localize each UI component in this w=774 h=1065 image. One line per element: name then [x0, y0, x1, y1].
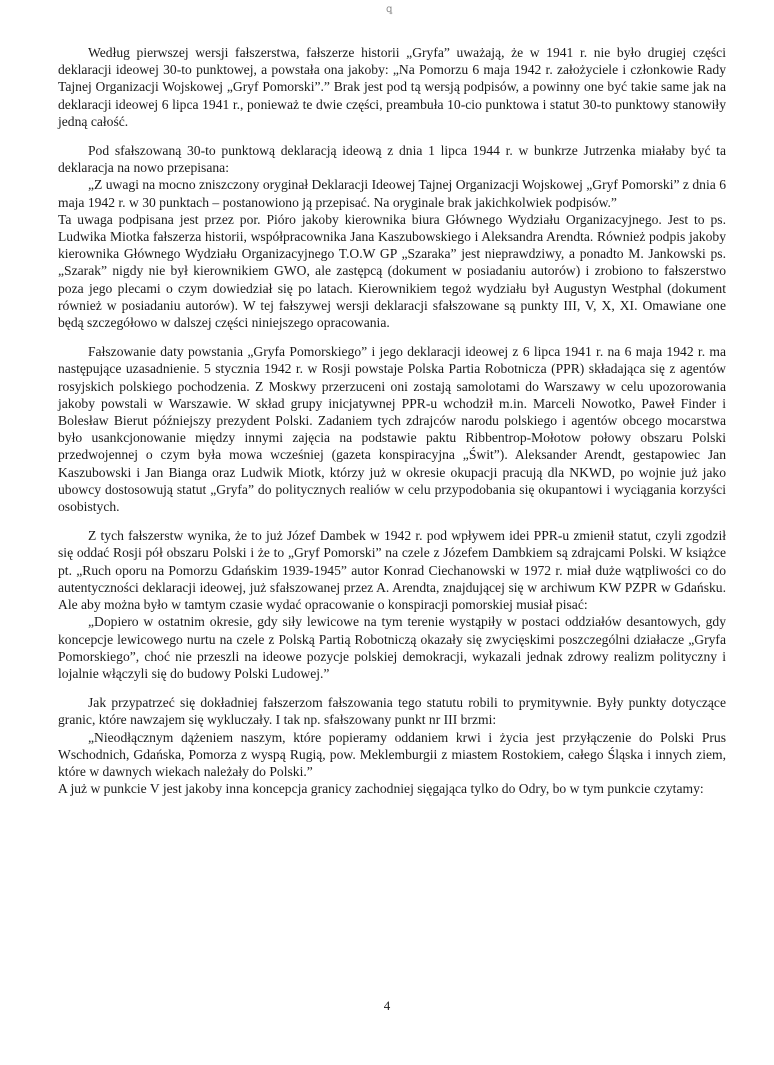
paragraph-7: A już w punkcie V jest jakoby inna koncepcja granicy zachodniej sięgająca tylko do Odry, bo w tym punkcie czytamy: — [58, 781, 704, 797]
paragraph-3: Ta uwaga podpisana jest przez por. Pióro jakoby kierownika biura Głównego Wydziału Organizacyjnego. Jest to ps. Ludwika Miotka fałszerza historii, współpracownika Jana Kaszubowskiego i Aleksandra Arendta. Również podpis jakoby kierownika Głównego Wydziału Organizacyjnego T.O.W GP „Szaraka” jest nieprawdziwy, a ponadto M. Jankowski ps. „Szarak” nigdy nie był kierownikiem GWO, ale zastępcą (dokument w posiadaniu autorów) i zrobiono to fałszerstwo poza jego plecami o czym dowiedział się po latach. Kierownikiem tegoż wydziału był Augustyn Westphal (dokument również w posiadaniu autorów). W tej fałszywej wersji deklaracji sfałszowane są punkty III, V, X, XI. Omawiane one będą szczegółowo w dalszej części niniejszego opracowania. — [58, 211, 726, 331]
paragraph-1: Według pierwszej wersji fałszerstwa, fałszerze historii „Gryfa” uważają, że w 1941 r. nie było drugiej części deklaracji ideowej 30-to punktowej, a powstała ona jakoby: „Na Pomorzu 6 maja 1942 r. założyciele i członkowie Rady Tajnej Organizacji Wojskowej „Gryf Pomorski”.” Brak jest pod tą wersją podpisów, a powinny one być takie same jak na deklaracji ideowej 6 lipca 1941 r., ponieważ te dwie części, preambuła 10-cio punktowa i statut 30-to punktowy stanowiły jedną całość. — [58, 45, 726, 129]
document-page — [58, 44, 726, 797]
paragraph-5: Z tych fałszerstw wynika, że to już Józef Dambek w 1942 r. pod wpływem idei PPR-u zmienił statut, czyli zgodził się oddać Rosji pół obszaru Polski i że to „Gryf Pomorski” na czele z Józefem Dambkiem są zdrajcami Polski. W książce pt. „Ruch oporu na Pomorzu Gdańskim 1939-1945” autor Konrad Ciechanowski w 1972 r. miał duże wątpliwości co do autentyczności deklaracji ideowej, już sfałszowanej przez A. Arendta, znajdującej się w archiwum KW PZPR w Gdańsku. Ale aby można było w tamtym czasie wydać opracowanie o konspiracji pomorskiej musiał pisać: — [58, 528, 726, 613]
scan-mark: ꝗ — [386, 4, 393, 15]
quote-2: „Dopiero w ostatnim okresie, gdy siły lewicowe na tym terenie wystąpiły w postaci oddziałów desantowych, gdy koncepcje lewicowego nurtu na czele z Polską Partią Robotniczą okazały się zwycięskimi poszczególni działacze „Gryfa Pomorskiego”, choć nie przeszli na ideowe pozycje polskiej demokracji, wykazali jednak zdrowy realizm polityczny i lojalnie włączyli się do budowy Polski Ludowej.” — [58, 614, 726, 681]
paragraph-2: Pod sfałszowaną 30-to punktową deklaracją ideową z dnia 1 lipca 1944 r. w bunkrze Jutrzenka miałaby być ta deklaracja na nowo przepisana: — [58, 143, 726, 176]
quote-3: „Nieodłącznym dążeniem naszym, które popieramy oddaniem krwi i życia jest przyłączenie do Polski Prus Wschodnich, Gdańska, Pomorza z wyspą Rugią, pow. Meklemburgii z miastem Rostokiem, całego Śląska i innych ziem, które w dawnych wiekach należały do Polski.” — [58, 729, 726, 779]
page-number: 4 — [383, 998, 391, 1013]
quote-1: „Z uwagi na mocno zniszczony oryginał Deklaracji Ideowej Tajnej Organizacji Wojskowej „Gryf Pomorski” z dnia 6 maja 1942 r. w 30 punktach – postanowiono ją przepisać. Na oryginale brak jakichkolwiek podpisów.” — [58, 177, 726, 210]
paragraph-4: Fałszowanie daty powstania „Gryfa Pomorskiego” i jego deklaracji ideowej z 6 lipca 1941 r. na 6 maja 1942 r. ma następujące uzasadnienie. 5 stycznia 1942 r. w Rosji powstaje Polska Partia Robotnicza (PPR) składająca się z agentów rosyjskich polskiego pochodzenia. Z Moskwy przerzuceni oni zostają samolotami do Warszawy w celu upozorowania jakoby powstali w Warszawie. W skład grupy inicjatywnej PPR-u wchodził m.in. Marceli Nowotko, Paweł Finder i Bolesław Bierut późniejszy prezydent Polski. Zadaniem tych zdrajców narodu polskiego i agentów obcego mocarstwa było usankcjonowanie między innymi zajęcia na podstawie paktu Ribbentrop-Mołotow połowy obszaru Polski przedwojennej o czym była mowa wcześniej (gazeta konspiracyjna „Świt”). Aleksander Arendt, gestapowiec Jan Kaszubowski i Jan Bianga oraz Ludwik Miotk, którzy już w okresie okupacji pracują dla NKWD, po wojnie już jako ubowcy dostosowują statut „Gryfa” do politycznych realiów w celu przypodobania się okupantowi i wyciągania korzyści osobistych. — [58, 344, 726, 515]
paragraph-6: Jak przypatrzeć się dokładniej fałszerzom fałszowania tego statutu robili to prymitywnie. Były punkty dotyczące granic, które nawzajem się wykluczały. I tak np. sfałszowany punkt nr III brzmi: — [58, 695, 726, 728]
